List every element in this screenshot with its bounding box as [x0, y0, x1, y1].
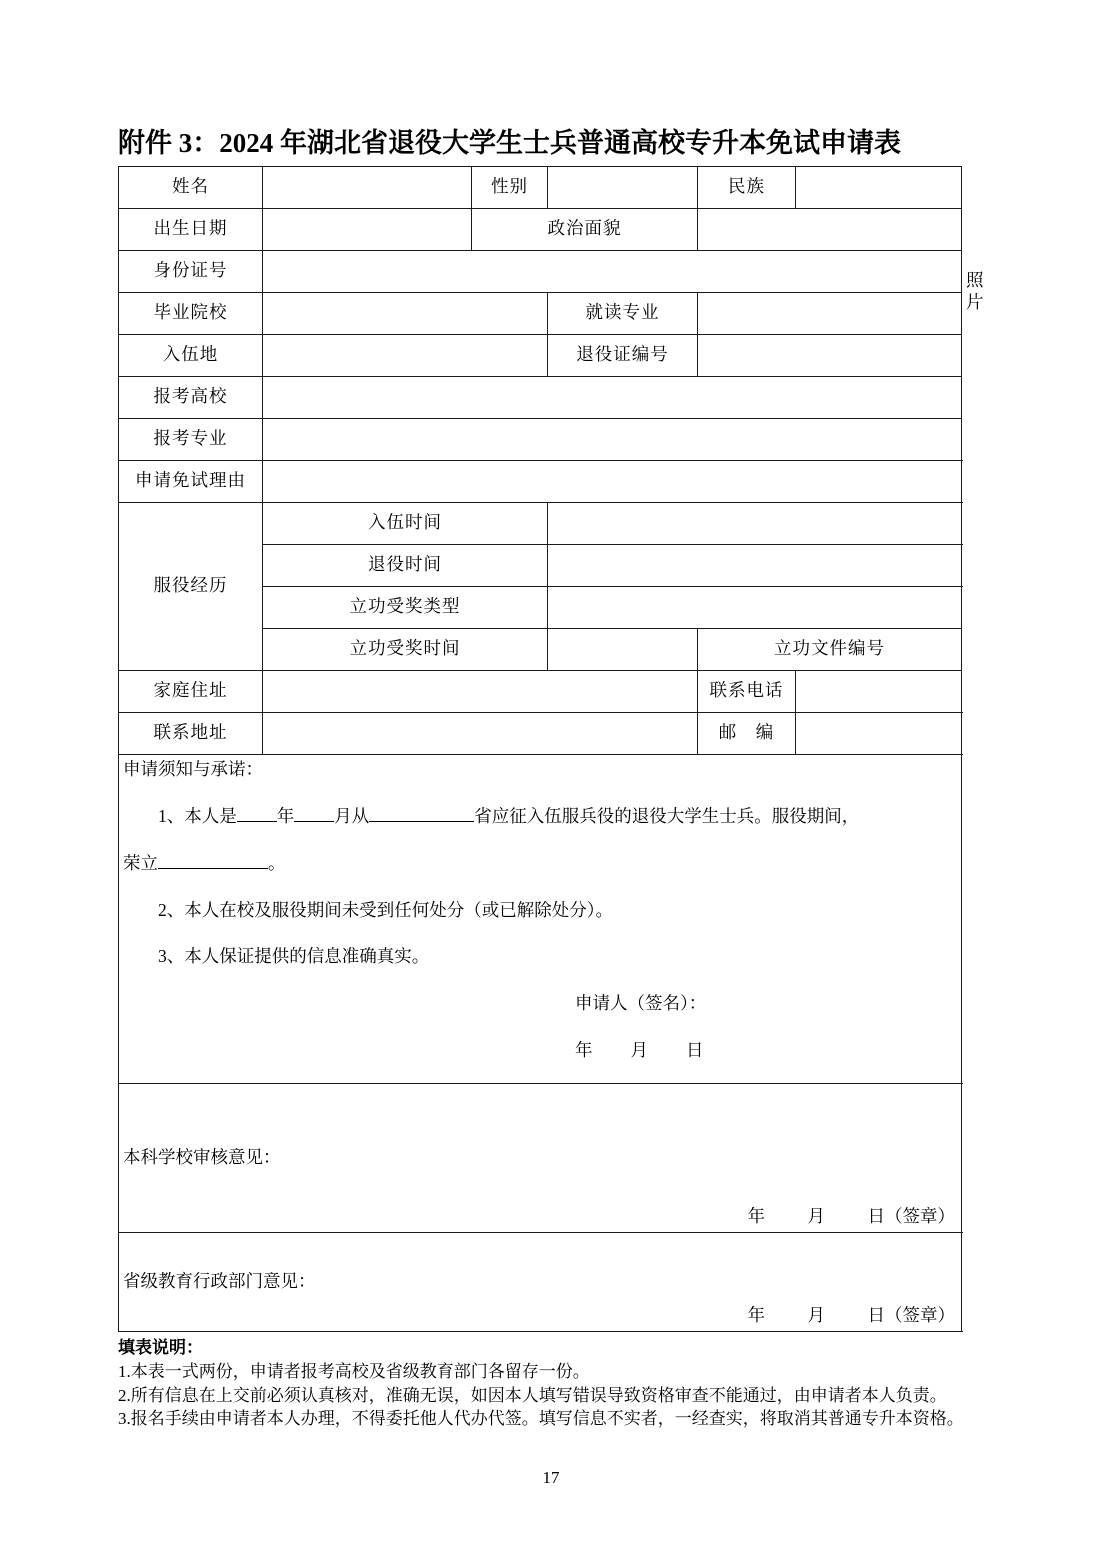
commitment-heading: 申请须知与承诺：	[123, 758, 263, 779]
label-gender: 性别	[472, 166, 548, 208]
province-review-title: 省级教育行政部门意见：	[123, 1271, 316, 1292]
label-service-experience: 服役经历	[119, 502, 263, 670]
table-row-contact-address	[119, 712, 962, 754]
commitment-item-1-cont	[123, 849, 957, 878]
label-home-address: 家庭住址	[119, 670, 263, 712]
label-merit-doc-number: 立功文件编号	[698, 628, 962, 670]
blank-line-year[interactable]	[237, 802, 277, 821]
field-phone-value[interactable]	[796, 670, 962, 712]
commitment-cell	[119, 754, 962, 1083]
table-row-target-school	[119, 376, 962, 418]
table-row-exemption-reason	[119, 460, 962, 502]
label-exemption-reason: 申请免试理由	[119, 460, 263, 502]
label-ethnicity: 民族	[698, 166, 796, 208]
field-discharge-time-value[interactable]	[548, 544, 962, 586]
instruction-item-3: 3.报名手续由申请者本人办理，不得委托他人代办代签。填写信息不实者，一经查实，将取消其普通专升本资格。	[118, 1409, 964, 1429]
label-graduated-school: 毕业院校	[119, 292, 263, 334]
field-id-number-value[interactable]	[263, 250, 962, 292]
field-birth-date-value[interactable]	[263, 208, 472, 250]
label-merit-time: 立功受奖时间	[263, 628, 548, 670]
page-title: 附件 3：2024 年湖北省退役大学生士兵普通高校专升本免试申请表	[118, 128, 901, 158]
field-contact-address-value[interactable]	[263, 712, 698, 754]
instructions-heading: 填表说明：	[118, 1338, 203, 1358]
province-review-day: 日（签章）	[867, 1305, 955, 1326]
page-number: 17	[542, 1468, 560, 1487]
undergrad-review-title: 本科学校审核意见：	[123, 1147, 281, 1168]
label-phone: 联系电话	[698, 670, 796, 712]
label-discharge-time: 退役时间	[263, 544, 548, 586]
table-row-name: 姓名 性别 民族 照片	[119, 166, 962, 208]
field-exemption-reason-value[interactable]	[263, 460, 962, 502]
table-row-target-major	[119, 418, 962, 460]
label-birth-date: 出生日期	[119, 208, 263, 250]
field-political-status-value[interactable]	[698, 208, 962, 250]
commitment-item1-part5: 荣立	[123, 852, 158, 873]
instruction-item-1: 1.本表一式两份，申请者报考高校及省级教育部门各留存一份。	[118, 1361, 590, 1381]
table-row-undergrad-review	[119, 1084, 962, 1233]
province-review-month: 月	[807, 1305, 825, 1326]
commitment-item1-part3: 月从	[334, 805, 370, 826]
label-enlistment-place: 入伍地	[119, 334, 263, 376]
field-name-value[interactable]	[263, 166, 472, 208]
blank-line-province[interactable]	[369, 802, 474, 821]
label-political-status: 政治面貌	[472, 208, 698, 250]
commitment-block	[123, 755, 957, 1066]
applicant-signature-label[interactable]: 申请人（签名）：	[575, 993, 707, 1014]
province-review-date	[748, 1305, 956, 1327]
label-contact-address: 联系地址	[119, 712, 263, 754]
field-target-school-value[interactable]	[263, 376, 962, 418]
blank-line-merit[interactable]	[158, 849, 268, 868]
field-enlist-time-value[interactable]	[548, 502, 962, 544]
field-ethnicity-value[interactable]	[796, 166, 962, 208]
label-postcode: 邮 编	[698, 712, 796, 754]
instruction-item-2: 2.所有信息在上交前必须认真核对，准确无误，如因本人填写错误导致资格审查不能通过，由申请者本人负责。	[118, 1385, 947, 1405]
blank-line-month[interactable]	[294, 802, 334, 821]
label-id-number: 身份证号	[119, 250, 263, 292]
label-target-major: 报考专业	[119, 418, 263, 460]
label-name: 姓名	[119, 166, 263, 208]
field-merit-type-value[interactable]	[548, 586, 962, 628]
field-gender-value[interactable]	[548, 166, 698, 208]
undergrad-review-year: 年	[747, 1206, 765, 1227]
table-row-enlistment-place	[119, 334, 962, 376]
applicant-signature-date[interactable]: 年 月 日	[575, 1040, 705, 1061]
field-home-address-value[interactable]	[263, 670, 698, 712]
table-row-graduated-school	[119, 292, 962, 334]
commitment-item1-part2: 年	[276, 805, 295, 826]
form-sheet	[118, 128, 985, 1431]
province-review-year: 年	[747, 1305, 765, 1326]
field-enlistment-place-value[interactable]	[263, 334, 548, 376]
undergrad-review-cell[interactable]	[119, 1084, 962, 1233]
table-row-province-review	[119, 1233, 962, 1332]
field-target-major-value[interactable]	[263, 418, 962, 460]
table-row-service-enlist-time	[119, 502, 962, 544]
commitment-item-1	[123, 802, 957, 831]
commitment-item1-part6: 。	[268, 852, 286, 873]
label-target-school: 报考高校	[119, 376, 263, 418]
table-row-home-address	[119, 670, 962, 712]
field-merit-time-value[interactable]	[548, 628, 698, 670]
commitment-item-3: 3、本人保证提供的信息准确真实。	[158, 946, 430, 967]
label-study-major: 就读专业	[548, 292, 698, 334]
undergrad-review-date	[748, 1206, 956, 1228]
label-discharge-cert-number: 退役证编号	[548, 334, 698, 376]
field-postcode-value[interactable]	[796, 712, 962, 754]
commitment-item-2: 2、本人在校及服役期间未受到任何处分（或已解除处分）。	[158, 899, 613, 920]
table-row-id-number	[119, 250, 962, 292]
commitment-item1-part1: 1、本人是	[158, 805, 237, 826]
undergrad-review-day: 日（签章）	[867, 1206, 955, 1227]
table-row-birth	[119, 208, 962, 250]
commitment-item1-part4: 省应征入伍服兵役的退役大学生士兵。服役期间，	[474, 805, 860, 826]
application-form-table	[118, 166, 985, 1332]
field-graduated-school-value[interactable]	[263, 292, 548, 334]
form-instructions	[118, 1336, 966, 1431]
undergrad-review-month: 月	[807, 1206, 825, 1227]
table-row-commitment	[119, 754, 962, 1083]
field-discharge-cert-number-value[interactable]	[698, 334, 962, 376]
label-enlist-time: 入伍时间	[263, 502, 548, 544]
label-merit-type: 立功受奖类型	[263, 586, 548, 628]
field-study-major-value[interactable]	[698, 292, 962, 334]
province-review-cell[interactable]	[119, 1233, 962, 1332]
